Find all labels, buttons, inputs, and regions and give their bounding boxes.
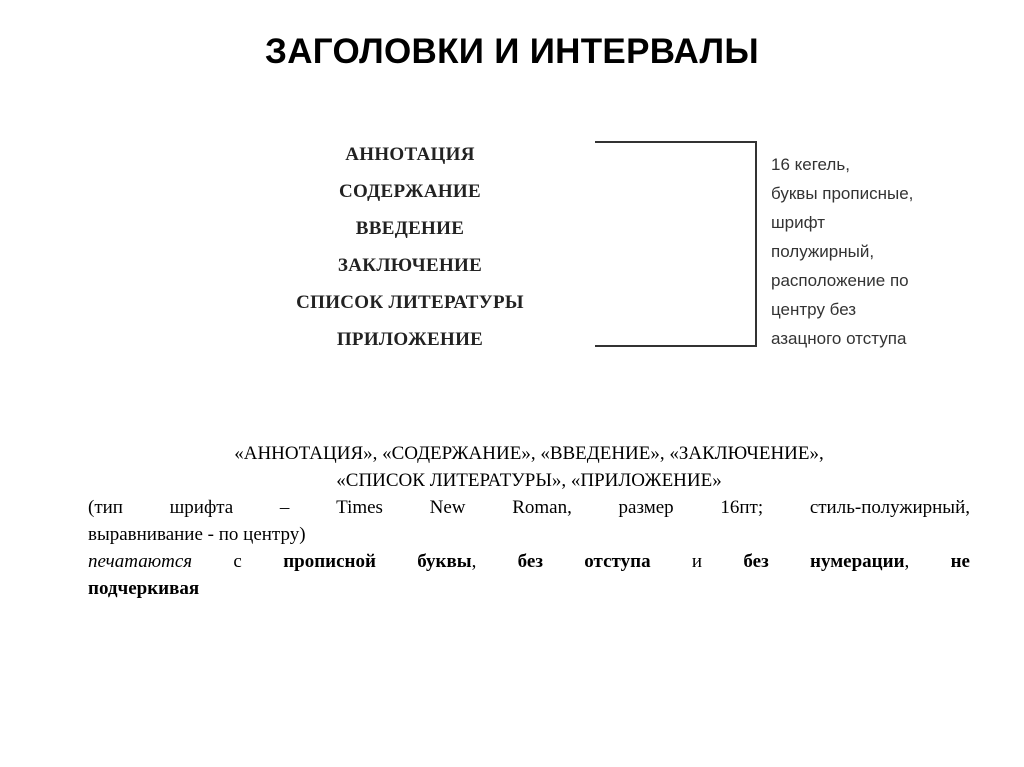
- heading-example: АННОТАЦИЯ: [345, 144, 475, 165]
- rule-emphasis: прописной буквы: [283, 551, 472, 572]
- rule-emphasis: без нумерации: [743, 551, 905, 572]
- description-line: «СПИСОК ЛИТЕРАТУРЫ», «ПРИЛОЖЕНИЕ»: [336, 470, 722, 491]
- note-line: азацного отступа: [771, 329, 907, 348]
- description-line: (тип шрифта – Times New Roman, размер 16пт; стиль-полужирный,: [88, 497, 970, 518]
- heading-example: ЗАКЛЮЧЕНИЕ: [337, 255, 483, 276]
- format-note: [771, 150, 971, 353]
- note-line: центру без: [771, 300, 857, 319]
- description-line: «АННОТАЦИЯ», «СОДЕРЖАНИЕ», «ВВЕДЕНИЕ», «ЗАКЛЮЧЕНИЕ»,: [234, 443, 824, 464]
- rule-text: с: [192, 551, 284, 572]
- rule-line: [88, 548, 970, 575]
- note-line: шрифт: [771, 213, 825, 232]
- note-line: расположение по: [771, 271, 909, 290]
- slide-title: ЗАГОЛОВКИ И ИНТЕРВАЛЫ: [265, 32, 759, 71]
- heading-example: СОДЕРЖАНИЕ: [339, 181, 481, 202]
- rule-emphasis: без отступа: [517, 551, 651, 572]
- note-line: 16 кегель,: [771, 155, 850, 174]
- rule-text: и: [650, 551, 744, 572]
- note-line: буквы прописные,: [771, 184, 914, 203]
- description-text: [88, 440, 970, 602]
- rule-emphasis: подчеркивая: [88, 578, 200, 599]
- note-line: полужирный,: [771, 242, 875, 261]
- rule-emphasis: не: [950, 551, 970, 572]
- description-line: выравнивание - по центру): [88, 524, 306, 545]
- rule-text: ,: [904, 551, 951, 572]
- heading-example: СПИСОК ЛИТЕРАТУРЫ: [296, 292, 524, 313]
- heading-example: ПРИЛОЖЕНИЕ: [336, 329, 484, 350]
- rule-line: [88, 575, 970, 602]
- rule-text: ,: [471, 551, 518, 572]
- rule-verb: печатаются: [88, 551, 193, 572]
- heading-example: ВВЕДЕНИЕ: [355, 218, 465, 239]
- bracket-line: [595, 141, 757, 347]
- heading-examples: [260, 136, 560, 358]
